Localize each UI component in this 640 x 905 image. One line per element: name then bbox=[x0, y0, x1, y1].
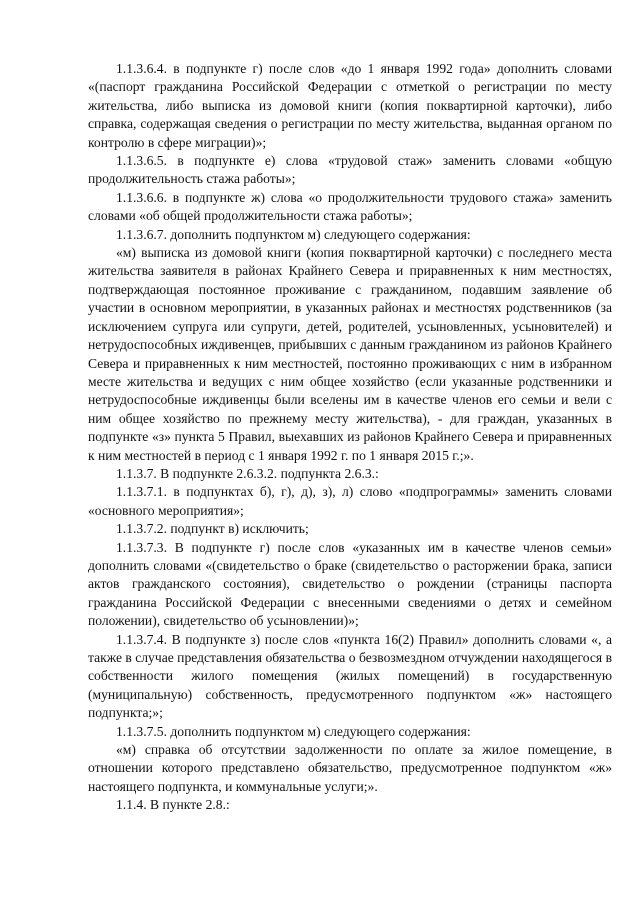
paragraph-1-1-3-6-4: 1.1.3.6.4. в подпункте г) после слов «до 1 января 1992 года» дополнить словами «(паспорт гражданина Российской Федерации с отметкой о регистрации по месту жительства, либо выписка из домовой книги (копия поквартирной карточки), либо справка, содержащая сведения о регистрации по месту жительства, выданная органом по контролю в сфере миграции)»; bbox=[88, 61, 612, 150]
paragraph-1-1-3-6-6: 1.1.3.6.6. в подпункте ж) слова «о продолжительности трудового стажа» заменить словами «об общей продолжительности стажа работы»; bbox=[88, 189, 612, 224]
document-page bbox=[88, 60, 612, 815]
paragraph-1-1-3-7-2: 1.1.3.7.2. подпункт в) исключить; bbox=[116, 521, 309, 537]
paragraph-1-1-3-7-4: 1.1.3.7.4. В подпункте з) после слов «пункта 16(2) Правил» дополнить словами «, а также в случае представления обязательства о безвозмездном отчуждении находящегося в собственности жилого помещения (жилых помещений) в государственную (муниципальную) собственность, предусмотренного подпунктом «ж» настоящего подпункта;»; bbox=[88, 631, 612, 721]
paragraph-1-1-3-7-1: 1.1.3.7.1. в подпунктах б), г), д), з), л) слово «подпрограммы» заменить словами «основного мероприятия»; bbox=[88, 484, 612, 518]
paragraph-1-1-3-6-5: 1.1.3.6.5. в подпункте е) слова «трудовой стаж» заменить словами «общую продолжительность стажа работы»; bbox=[88, 153, 612, 187]
paragraph-1-1-3-7: 1.1.3.7. В подпункте 2.6.3.2. подпункта 2.6.3.: bbox=[116, 465, 379, 481]
paragraph-1-1-3-7-3: 1.1.3.7.3. В подпункте г) после слов «указанных им в качестве членов семьи» дополнить словами «(свидетельство о браке (свидетельство о расторжении брака, записи актов гражданского состояния), свидетельство о рождении (страницы паспорта гражданина Российской Федерации с внесенными сведениями о детях и семейном положении), свидетельство об усыновлении)»; bbox=[88, 539, 612, 629]
paragraph-subitem-m-certificate: «м) справка об отсутствии задолженности по оплате за жилое помещение, в отношении которого представлено обязательство, предусмотренное подпунктом «ж» настоящего подпункта, и коммунальные услуги;». bbox=[88, 742, 612, 794]
paragraph-1-1-3-7-5: 1.1.3.7.5. дополнить подпунктом м) следующего содержания: bbox=[116, 723, 471, 739]
paragraph-1-1-3-6-7: 1.1.3.6.7. дополнить подпунктом м) следующего содержания: bbox=[116, 226, 471, 242]
paragraph-1-1-4: 1.1.4. В пункте 2.8.: bbox=[116, 797, 230, 813]
paragraph-subitem-m-extract: «м) выписка из домовой книги (копия поквартирной карточки) с последнего места жительства заявителя в районах Крайнего Севера и приравненных к ним местностях, подтверждающая постоянное проживание с гражданином, подавшим заявление об участии в основном мероприятии, в указанных районах и местностях родственников (за исключением супруга или супруги, детей, родителей, усыновленных, усыновителей) и нетрудоспособных иждивенцев, прибывших с данным гражданином из районов Крайнего Севера и приравненных к ним местностей, постоянно проживающих с ним в избранном месте жительства и ведущих с ним общее хозяйство (если указанные родственники и нетрудоспособные иждивенцы были вселены им в качестве членов его семьи и вели с ним общее хозяйство по прежнему месту жительства), - для граждан, указанных в подпункте «з» пункта 5 Правил, выехавших из районов Крайнего Севера и приравненных к ним местностей в период с 1 января 1992 г. по 1 января 2015 г.;». bbox=[88, 245, 612, 463]
